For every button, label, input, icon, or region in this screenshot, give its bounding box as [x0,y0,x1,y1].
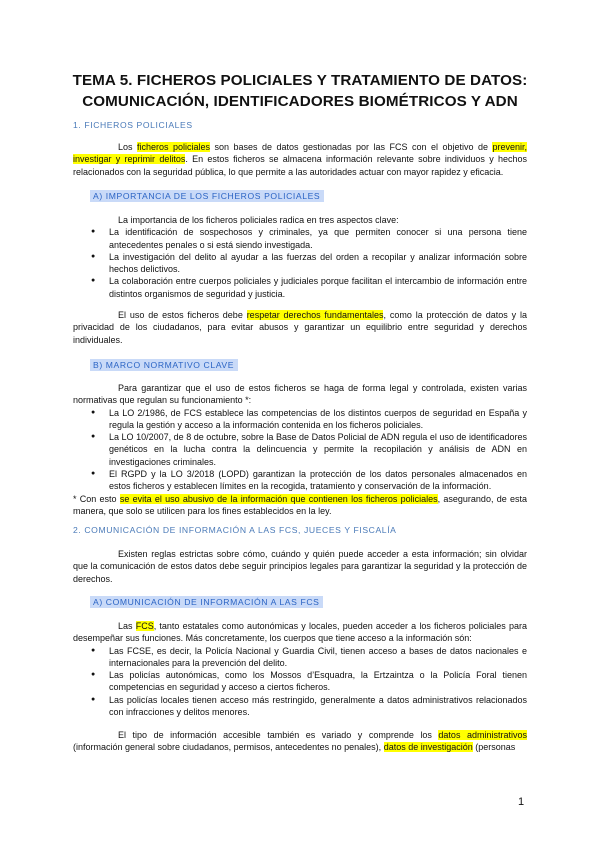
subsection-1b-heading: B) MARCO NORMATIVO CLAVE [90,359,238,371]
normative-note: * Con esto se evita el uso abusivo de la información que contienen los ficheros policiales, asegurando, de esta manera, que solo se utilicen para los fines establecidos en la ley. [73,493,527,516]
subsection-1b-body [73,382,527,517]
importance-intro: La importancia de los ficheros policiales radica en tres aspectos clave: [118,215,399,225]
section-2-paragraph: Existen reglas estrictas sobre cómo, cuándo y quién puede acceder a esta información; sin olvidar que la comunicación de estos datos debe seguir principios legales para garantizar la seguridad y la protección de derechos. [73,549,527,584]
list-item: ● La LO 2/1986, de FCS establece las competencias de los distintos cuerpos de seguridad en España y regula la gestión y acceso a la información contenida en los ficheros policiales. [73,407,527,432]
list-item: ● Las policías locales tienen acceso más restringido, generalmente a datos administrativos relacionados con infracciones y delitos menores. [73,694,527,719]
fundamental-rights-paragraph: El uso de estos ficheros debe respetar derechos fundamentales, como la protección de datos y la privacidad de los ciudadanos, para evitar abusos y garantizar un equilibrio entre seguridad y derechos individuales. [73,310,528,345]
highlight-respetar-derechos: respetar derechos fundamentales [246,310,384,320]
section-2-heading: 2. COMUNICACIÓN DE INFORMACIÓN A LAS FCS, JUECES Y FISCALÍA [73,525,397,535]
page-number: 1 [518,796,525,808]
subsection-2a-body [73,620,527,718]
highlight-fcs: FCS [135,621,154,631]
highlight-ficheros-policiales: ficheros policiales [137,142,211,152]
subsection-1a-heading: A) IMPORTANCIA DE LOS FICHEROS POLICIALES [90,190,324,202]
section-1-paragraph: Los ficheros policiales son bases de datos gestionadas por las FCS con el objetivo de prevenir, investigar y reprimir delitos. En estos ficheros se almacena información relevante sobre individuos y hechos relacionados con la seguridad pública, lo que permite a las autoridades actuar con mayor rapidez y eficacia. [73,142,527,177]
title-line-2: COMUNICACIÓN, IDENTIFICADORES BIOMÉTRICOS Y ADN [82,93,518,110]
normative-list [73,407,527,493]
list-item: ● La investigación del delito al ayudar a las fuerzas del orden a recopilar y analizar información sobre hechos delictivos. [73,251,527,276]
highlight-prevenir-investigar: prevenir, investigar y reprimir delitos [73,142,527,165]
list-item: ● Las FCSE, es decir, la Policía Nacional y Guardia Civil, tienen acceso a bases de datos nacionales e internacionales para la prevención del delito. [73,645,527,670]
list-item: ● La identificación de sospechosos y criminales, ya que permiten conocer si una persona tiene antecedentes penales o si está siendo investigada. [73,226,527,251]
subsection-1a-body [73,214,527,300]
document-title [60,70,540,112]
highlight-datos-administrativos: datos administrativos [438,730,527,740]
importance-list [73,226,527,300]
list-item: ● Las policías autonómicas, como los Mossos d’Esquadra, la Ertzaintza o la Policía Foral tienen competencias en seguridad y acceso a ciertos ficheros. [73,669,527,694]
police-bodies-list [73,645,527,719]
list-item: ● La LO 10/2007, de 8 de octubre, sobre la Base de Datos Policial de ADN regula el uso de identificadores genéticos en la lucha contra la delincuencia y permite la recopilación y análisis de ADN en investigaciones criminales. [73,431,527,468]
highlight-uso-abusivo: se evita el uso abusivo de la información que contienen los ficheros policiales [119,493,438,504]
section-1-heading: 1. FICHEROS POLICIALES [73,120,193,130]
list-item: ● El RGPD y la LO 3/2018 (LOPD) garantizan la protección de los datos personales almacenados en estos ficheros y establecen límites en la recogida, tratamiento y conservación de la información. [73,468,527,493]
subsection-2a-heading: A) COMUNICACIÓN DE INFORMACIÓN A LAS FCS [90,596,323,608]
highlight-datos-investigacion: datos de investigación [383,742,473,753]
title-line-1: TEMA 5. FICHEROS POLICIALES Y TRATAMIENTO DE DATOS: [72,72,528,89]
normative-intro: Para garantizar que el uso de estos ficheros se haga de forma legal y controlada, existen varias normativas que regulan su funcionamiento *: [73,383,527,406]
information-types-paragraph: El tipo de información accesible también es variado y comprende los datos administrativos (información general sobre ciudadanos, permisos, antecedentes no penales), datos de investigación (personas [73,730,527,753]
fcs-intro: Las FCS, tanto estatales como autonómicas y locales, pueden acceder a los ficheros policiales para desempeñar sus funciones. Más concretamente, los cuerpos que tiene acceso a la información són: [73,621,527,644]
list-item: ● La colaboración entre cuerpos policiales y judiciales porque facilitan el intercambio de información entre distintos organismos de seguridad y justicia. [73,275,527,300]
